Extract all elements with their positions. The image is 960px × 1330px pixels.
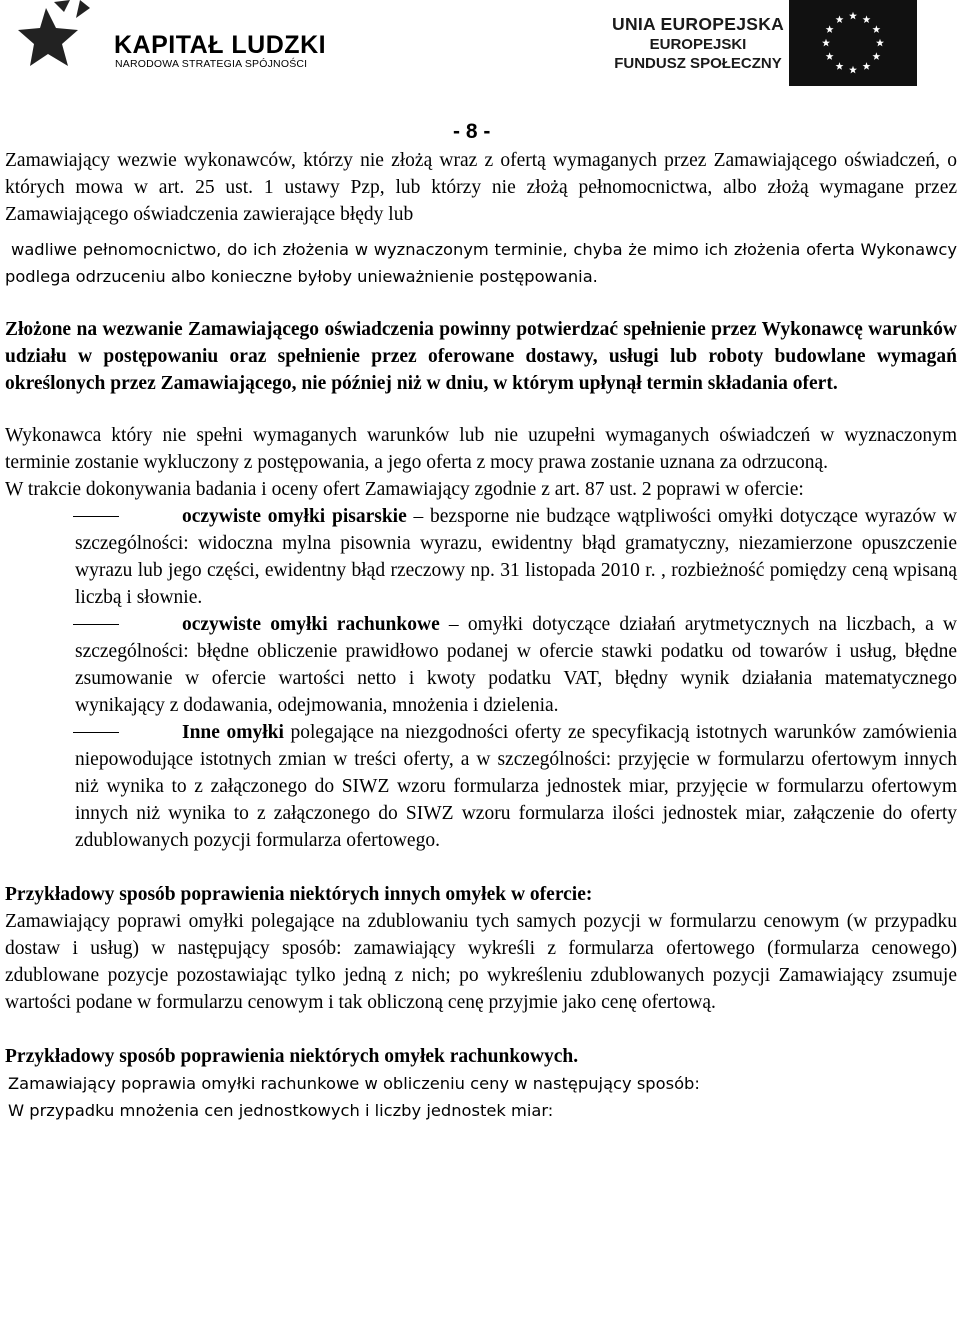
section2-line1 (5, 1070, 957, 1097)
dash-bullet (73, 624, 119, 625)
eu-logo-line1: UNIA EUROPEJSKA (612, 14, 785, 34)
kapital-ludzki-subtitle: NARODOWA STRATEGIA SPÓJNOŚCI (115, 58, 308, 70)
section1-heading: Przykładowy sposób poprawienia niektórych innych omyłek w ofercie: (5, 884, 593, 905)
list-item-text: – omyłki dotyczące działań arytmetycznych na liczbach, a w szczególności: błędne obliczenie prawidłowo podanej w ofercie stawki podatku od towarów i usług, błędne zsumowanie w ofercie wartości netto i kwoty podatku VAT, błędny wynik działania matematycznego wynikający z dodawania, odejmowania, mnożenia i dzielenia. (75, 614, 957, 716)
eu-logo-line2: EUROPEJSKI (649, 36, 747, 53)
document-body (5, 147, 957, 1124)
paragraph-5: W trakcie dokonywania badania i oceny ofert Zamawiający zgodnie z art. 87 ust. 2 poprawi w ofercie: (5, 479, 804, 500)
list-item (75, 503, 957, 611)
section2-line2-text: W przypadku mnożenia cen jednostkowych i liczby jednostek miar: (8, 1101, 554, 1120)
list-item-term: oczywiste omyłki rachunkowe (182, 614, 440, 635)
list-item-text: – bezsporne nie budzące wątpliwości omyłki dotyczące wyrazów w szczególności: widoczna mylna pisownia wyrazu, ewidentny błąd gramatyczny, niezamierzone opuszczenie wyrazu lub jego części, ewidentny błąd rzeczowy np. 31 listopada 2010 r. , rozbieżność pomiędzy ceną wpisaną liczbą i słownie. (75, 506, 957, 608)
paragraph-4: Wykonawca który nie spełni wymaganych warunków lub nie uzupełni wymaganych oświadczeń w wyznaczonym terminie zostanie wykluczony z postępowania, a jego oferta z mocy prawa zostanie uznana za odrzuconą. (5, 425, 957, 473)
section1-text: Zamawiający poprawi omyłki polegające na zdublowaniu tych samych pozycji w formularzu cenowym (w przypadku dostaw i usług) w następujący sposób: zamawiający wykreśli z formularza ofertowego (formularza cenowego) zdublowane pozycje pozostawiając tylko jedną z nich; po wykreśleniu zdublowanych pozycji Zamawiający zsumuje wartości podane w formularzu cenowym i tak obliczoną cenę przyjmie jako cenę ofertową. (5, 911, 957, 1013)
section2-line1-text: Zamawiający poprawia omyłki rachunkowe w obliczeniu ceny w następujący sposób: (8, 1074, 700, 1093)
eu-logo-text (612, 14, 784, 73)
eu-flag-icon (789, 0, 917, 86)
eu-logo-line3: FUNDUSZ SPOŁECZNY (614, 55, 782, 72)
list-item-term: Inne omyłki (182, 722, 284, 743)
list-item-term: oczywiste omyłki pisarskie (182, 506, 407, 527)
paragraph-2-text: wadliwe pełnomocnictwo, do ich złożenia w wyznaczonym terminie, chyba że mimo ich złożenia oferta Wykonawcy podlega odrzuceniu albo konieczne byłoby unieważnienie postępowania. (5, 240, 957, 286)
kapital-ludzki-logo (10, 0, 327, 80)
page-number: - 8 - (453, 120, 491, 143)
page-header (0, 0, 960, 110)
paragraph-3: Złożone na wezwanie Zamawiającego oświadczenia powinny potwierdzać spełnienie przez Wykonawcę warunków udziału w postępowaniu oraz spełnienie przez oferowane dostawy, usługi lub roboty budowlane wymagań określonych przez Zamawiającego, nie później niż w dniu, w którym upłynął termin składania ofert. (5, 319, 957, 394)
list-item (75, 611, 957, 719)
paragraph-2 (5, 236, 957, 290)
paragraph-1: Zamawiający wezwie wykonawców, którzy nie złożą wraz z ofertą wymaganych przez Zamawiającego oświadczeń, o których mowa w art. 25 ust. 1 ustawy Pzp, lub którzy nie złożą pełnomocnictwa, albo złożą wymagane przez Zamawiającego oświadczenia zawierające błędy lub (5, 150, 957, 225)
list-item (75, 719, 957, 854)
dash-bullet (73, 516, 119, 517)
kapital-ludzki-title: KAPITAŁ LUDZKI (114, 31, 327, 59)
dash-bullet (73, 732, 119, 733)
section2-line2 (5, 1097, 957, 1124)
kapital-ludzki-star-icon (10, 0, 110, 80)
list-item-text: polegające na niezgodności oferty ze specyfikacją istotnych warunków zamówienia niepowodujące istotnych zmian w treści oferty, a w szczególności: przyjęcie w formularzu ofertowym innych niż wynika to z załączonego do SIWZ wzoru formularza jednostek miar, przyjęcie w formularzu ofertowym innych niż wynika to z załączonego do SIWZ wzoru formularza ilości jednostek miar, załączenie do oferty zdublowanych pozycji formularza ofertowego. (75, 722, 958, 851)
section2-heading: Przykładowy sposób poprawienia niektórych omyłek rachunkowych. (5, 1046, 579, 1067)
